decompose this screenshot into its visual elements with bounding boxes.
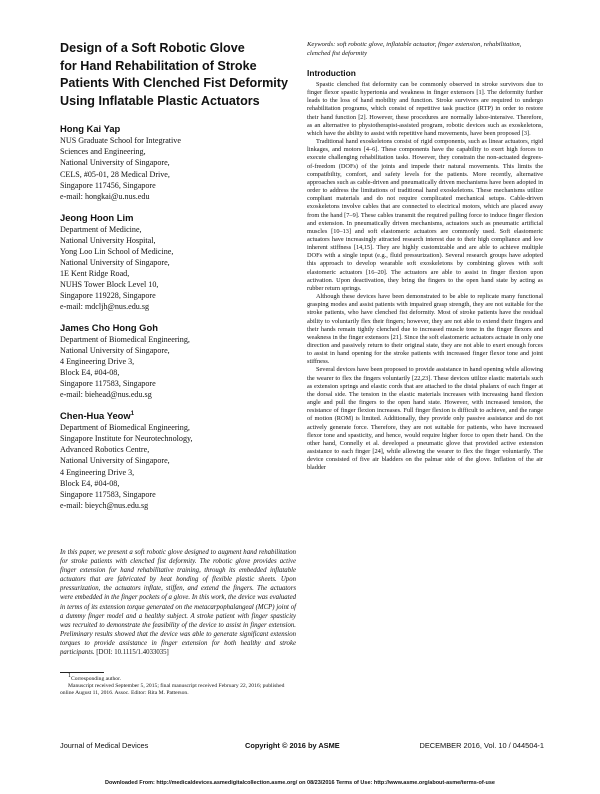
affiliation-line: Block E4, #04-08, [60, 368, 120, 378]
affiliation-line: Singapore 117456, Singapore [60, 180, 156, 190]
footnote-rule [60, 672, 104, 673]
title-line: Design of a Soft Robotic Glove [60, 41, 245, 55]
section-heading-introduction: Introduction [307, 68, 356, 78]
keywords-label: Keywords: [307, 41, 336, 48]
affiliation-line: National University of Singapore, [60, 456, 170, 466]
affiliation-line: NUHS Tower Block Level 10, [60, 279, 159, 289]
affiliation-line: CELS, #05-01, 28 Medical Drive, [60, 169, 170, 179]
title-line: Patients With Clenched Fist Deformity [60, 76, 289, 91]
affiliation-line: Block E4, #04-08, [60, 478, 120, 488]
affiliation-line: Singapore 117583, Singapore [60, 379, 156, 389]
keywords [307, 40, 543, 58]
affiliation-line: 1E Kent Ridge Road, [60, 268, 130, 278]
copyright: Copyright © 2016 by ASME [245, 741, 340, 750]
doi: [DOI: 10.1115/1.4033035] [96, 649, 169, 657]
footnote-corresponding: $^1$Corresponding author. [68, 673, 122, 682]
author-name: James Cho Hong Goh [60, 322, 158, 334]
right-column [307, 40, 543, 473]
body-paragraph: Although these devices have been demonstrated to be able to replicate many functional grasping modes and assist patients with impaired grasp strength, they are not suitable for the stroke patients, who have clenched fist deformity. Most of stroke patients have the residual ability to voluntarily flex their fingers; however, they are not able to extend their fingers and their hands remain tightly clenched due to increased muscle tone in the finger flexors and weakness in the finger extensors [21]. Since the soft elastomeric actuators actuate in only one direction and passively return to their original state, they are not able to exert enough forces to assist in hand opening for the stroke patients with increased finger flexor tone and joint stiffness. [307, 293, 543, 366]
keywords-text: soft robotic glove, inflatable actuator, finger extension, rehabilitation, clenched fist deformity [307, 41, 522, 57]
download-notice: Downloaded From: http://medicaldevices.asmedigitalcollection.asme.org/ on 08/23/2016 Terms of Use: http://www.asme.org/about-asme/terms-of-use [105, 780, 495, 786]
affiliation-line: Singapore 119228, Singapore [60, 290, 156, 300]
affiliation-line: National University of Singapore, [60, 158, 170, 168]
affiliation-line: Singapore Institute for Neurotechnology, [60, 434, 193, 444]
affiliation-line: 4 Engineering Drive 3, [60, 357, 135, 367]
journal-name: Journal of Medical Devices [60, 741, 149, 750]
issue-info: DECEMBER 2016, Vol. 10 / 044504-1 [419, 741, 544, 750]
affiliation-line: NUS Graduate School for Integrative [60, 136, 181, 146]
affiliation-line: Yong Loo Lin School of Medicine, [60, 246, 174, 256]
title-line: Using Inflatable Plastic Actuators [60, 93, 260, 108]
author-email: e-mail: hongkai@u.nus.edu [60, 191, 150, 201]
affiliation-line: National University of Singapore, [60, 257, 170, 267]
page-footer [60, 740, 544, 752]
body-paragraph: Several devices have been proposed to provide assistance in hand opening while allowing the wearer to flex the fingers voluntarily [22,23]. These devices utilize elastic materials such as extension springs and elastic cords that are attached to the distal phalanx of each finger at the dorsal side. The tension in the elastic materials increases with increasing hand flexion angle and pull the fingers to the open hand state. However, with increased tension, the resistance of finger flexion increases. Full finger flexion is difficult to achieve, and the range of motion (ROM) is limited. Additionally, they provide only passive assistance and do not actively generate force. Therefore, they are not suitable for patients, who have increased flexor tone and spasticity, and hence, would require higher force to open their hand. On the other hand, Connelly et al. developed a pneumatic glove that provided active extension assistance to each finger [24], while allowing the wearer to flex the finger voluntarily. The device consisted of five air bladders on the palmar side of the glove. Inflation of the air bladder [307, 366, 543, 472]
abstract-text: In this paper, we present a soft robotic glove designed to augment hand rehabilitation for stroke patients with clenched fist deformity. The robotic glove provides active finger extension for hand rehabilitative training, through its embedded inflatable actuators that are fabricated by heat bonding of flexible plastic sheets. Upon pressurization, the actuators inflate, stiffen, and extend the fingers. The actuators were embedded in the finger pockets of a glove. In this work, the device was evaluated in terms of its extension torque generated on the metacarpophalangeal (MCP) joint of a dummy finger model and a healthy subject. A stroke patient with finger spasticity was recruited to demonstrate the feasibility of the device to assist in finger extension. Preliminary results showed that the device was able to generate significant extension torques to provide assistance in finger extension for both healthy and stroke participants. [60, 549, 296, 657]
paper-title [60, 40, 296, 110]
footnote-manuscript: Manuscript received September 5, 2015; final manuscript received February 22, 2016; published online August 11, 2016. Assoc. Editor: Rita M. Patterson. [60, 683, 285, 697]
author-email: e-mail: mdcljh@nus.edu.sg [60, 301, 150, 311]
affiliation-line: Department of Biomedical Engineering, [60, 335, 190, 345]
author-name-line [60, 409, 296, 422]
footnote-mark: 1 [68, 673, 71, 680]
affiliation-line: National University Hospital, [60, 235, 156, 245]
body-paragraph: Spastic clenched fist deformity can be commonly observed in stroke survivors due to finger flexor spastic hypertonia and weakness in finger extensors [1]. The deformity further leads to the loss of hand mobility and function. Stroke survivors are required to undergo rehabilitation programs, which consist of repetitive task practice (RTP) in order to restore their hand function [2]. However, these procedures are normally labor-intensive. Therefore, as an alternative to physiotherapist-assisted program, robotic devices such as exoskeletons, which have the ability to assist with repetitive hand movements, have been proposed [3]. [307, 81, 543, 137]
author-block [60, 211, 296, 312]
author-name: Chen-Hua Yeow [60, 410, 131, 422]
affiliation-line: 4 Engineering Drive 3, [60, 467, 135, 477]
title-line: for Hand Rehabilitation of Stroke [60, 58, 257, 73]
author-name: Hong Kai Yap [60, 123, 121, 135]
corresponding-author-mark: 1 [130, 411, 135, 418]
body-paragraph: Traditional hand exoskeletons consist of rigid components, such as linear actuators, rigid linkages, and motors [4–6]. These components have the capability to exert high forces to execute challenging rehabilitation tasks. However, they constrain the non-actuated degrees-of-freedom (DOFs) of the joints and impede their natural movements. This limits the compatibility, comfort, and safety levels for the patients. More recently, alternative approaches such as cable-driven and pneumatically driven mechanisms have been adopted in order to address the limitations of traditional hand exoskeletons. These mechanisms utilize compliant materials and do not require complicated mechanical setups. Cable-driven exoskeletons involve cables that are connected to electrical motors, which are placed away from the hand [7–9]. These cables transmit the required pulling force to induce finger flexion and extension. In pneumatically driven mechanisms, actuators such as pneumatic artificial muscles [10–13] and soft elastomeric actuators are commonly used. Soft elastomeric actuators have increasingly attracted research interest due to their high compliance and low inherent stiffness [14,15]. They are highly customizable and are able to achieve multiple DOFs with a single input (e.g., fluid pressurization). Several research groups have adopted this approach to develop wearable soft exoskeletons by combining gloves with soft elastomeric actuators [16–20]. The actuators are able to assist in finger flexion upon activation. Upon deactivation, they bring the fingers to the open hand state by acting as rubber return springs. [307, 138, 543, 292]
affiliation-line: Department of Biomedical Engineering, [60, 423, 190, 433]
author-email: e-mail: bieych@nus.edu.sg [60, 500, 149, 510]
author-name: Jeong Hoon Lim [60, 211, 134, 223]
affiliation-line: Advanced Robotics Centre, [60, 445, 150, 455]
affiliation-line: Sciences and Engineering, [60, 147, 146, 157]
author-block [60, 409, 296, 510]
author-block [60, 321, 296, 400]
affiliation-line: Department of Medicine, [60, 224, 142, 234]
left-column [60, 40, 296, 520]
author-block [60, 122, 296, 201]
affiliation-line: National University of Singapore, [60, 346, 170, 356]
author-email: e-mail: biehead@nus.edu.sg [60, 390, 152, 400]
affiliation-line: Singapore 117583, Singapore [60, 489, 156, 499]
abstract [60, 548, 296, 657]
footnotes [60, 673, 296, 698]
